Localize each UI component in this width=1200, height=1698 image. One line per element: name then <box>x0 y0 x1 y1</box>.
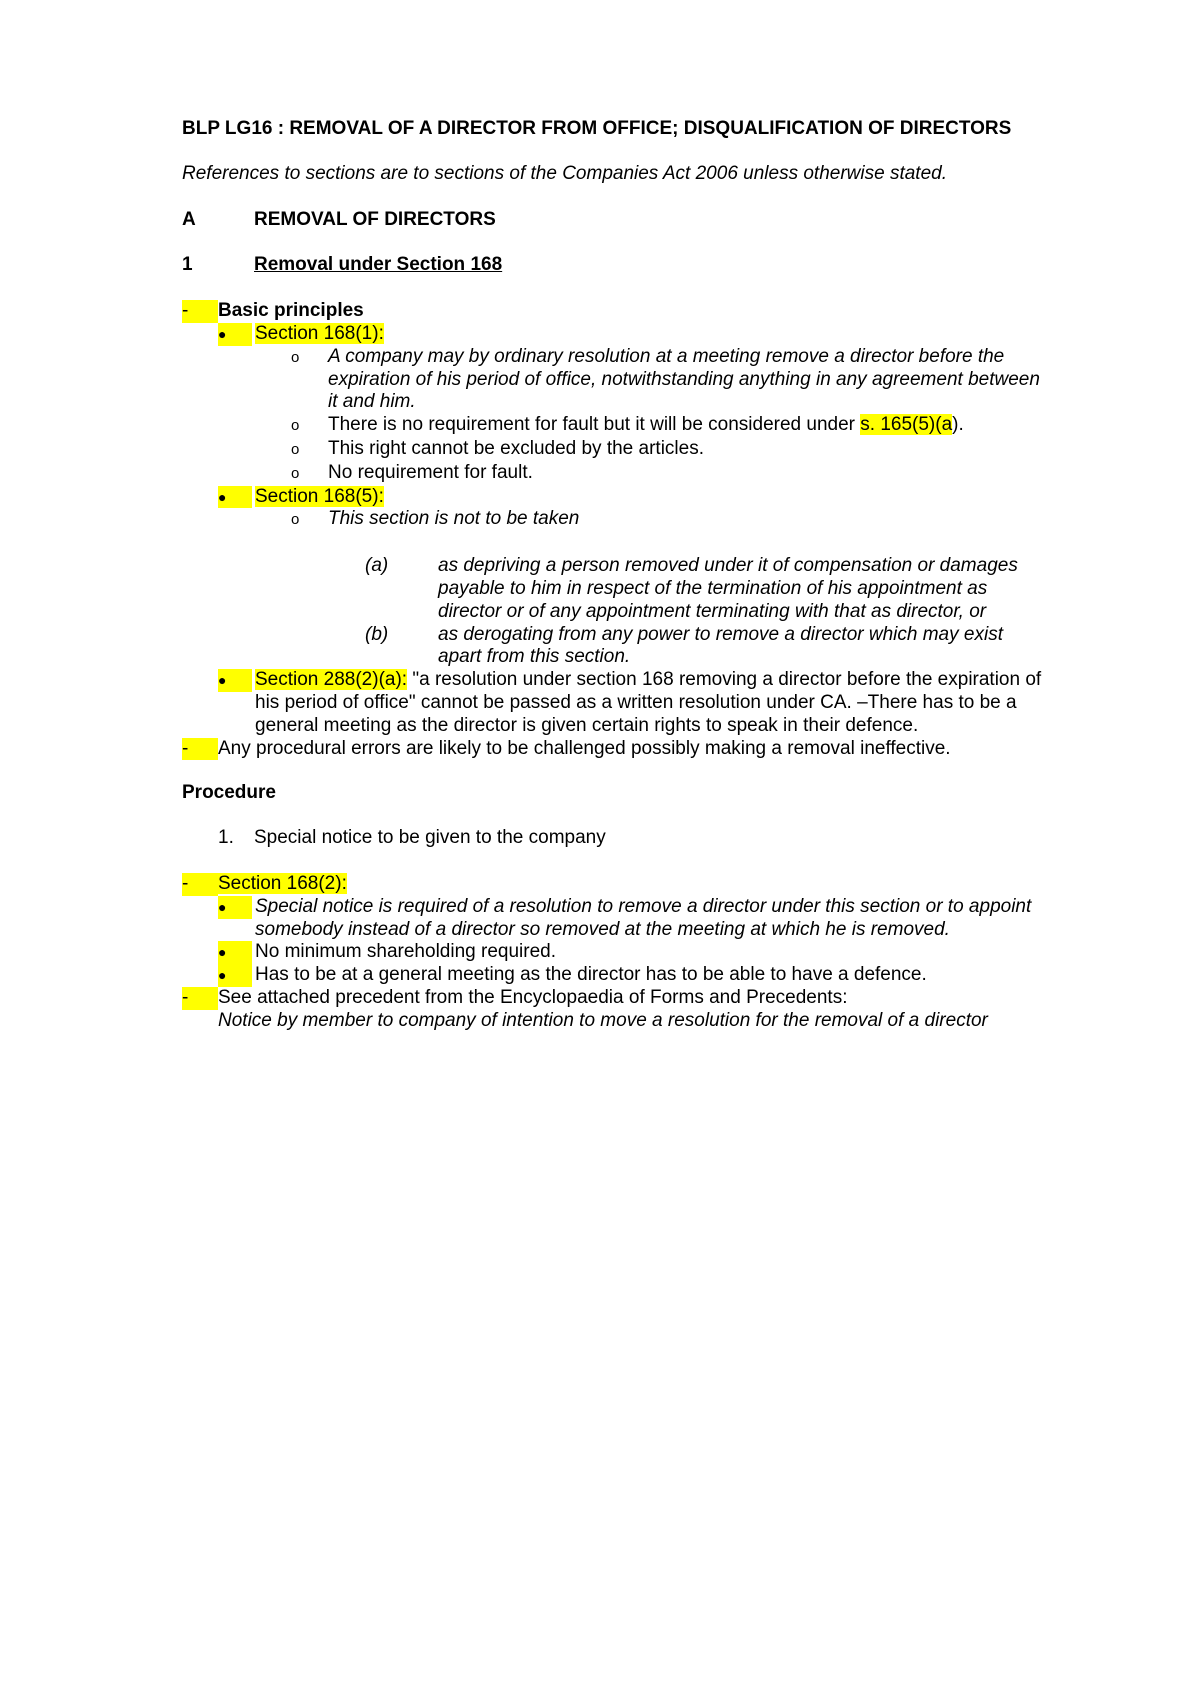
circle-bullet: o <box>291 348 300 366</box>
circle-bullet: o <box>291 464 300 482</box>
procedure-heading: Procedure <box>182 782 276 804</box>
step-1-text: Special notice to be given to the company <box>254 827 606 849</box>
no-fault-text: No requirement for fault. <box>328 461 533 483</box>
subitem <box>218 941 1042 964</box>
precedent-text: See attached precedent from the Encyclopaedia of Forms and Precedents: <box>218 986 848 1008</box>
clause-a <box>364 555 1042 623</box>
document-title: BLP LG16 : REMOVAL OF A DIRECTOR FROM OFFICE; DISQUALIFICATION OF DIRECTORS <box>182 118 1012 139</box>
section-288-label: Section 288(2)(a): <box>255 669 408 691</box>
section-168-1-label: Section 168(1): <box>255 322 384 344</box>
clause-a-text: as depriving a person removed under it of compensation or damages payable to him in respect of the termination of his appointment as director or of any appointment terminating with that as director, or <box>438 555 1018 622</box>
section-168-5-lead: This section is not to be taken <box>328 508 580 530</box>
fault-text: There is no requirement for fault but it will be considered under <box>328 414 861 436</box>
section-168-1-item <box>218 323 1042 346</box>
circle-bullet: o <box>291 511 300 529</box>
section-1-label: Removal under Section 168 <box>254 254 503 276</box>
procedure-step-1 <box>182 827 1042 850</box>
section-a-label: REMOVAL OF DIRECTORS <box>254 208 496 230</box>
bullet-dot: ● <box>218 669 252 692</box>
section-168-1-text: A company may by ordinary resolution at a meeting remove a director before the expiration of his period of office, notwithstanding anything in any agreement between it and him. <box>328 345 1040 413</box>
intro-note: References to sections are to sections of the Companies Act 2006 unless otherwise stated. <box>182 162 947 184</box>
precedent-title: Notice by member to company of intention to move a resolution for the removal of a director <box>218 1009 988 1031</box>
document-body <box>182 118 1042 1033</box>
dash-bullet: - <box>182 738 218 761</box>
bullet-dot: ● <box>218 941 252 964</box>
circle-bullet: o <box>291 440 300 458</box>
shareholding-text: No minimum shareholding required. <box>255 941 556 963</box>
special-notice-text: Special notice is required of a resolution to remove a director under this section or to appoint somebody instead of a director so removed at the meeting at which he is removed. <box>255 895 1032 940</box>
subitem <box>291 508 1042 532</box>
dash-bullet: - <box>182 873 218 896</box>
general-meeting-text: Has to be at a general meeting as the director has to be able to have a defence. <box>255 964 927 986</box>
bullet-dot: ● <box>218 964 252 987</box>
section-168-2-label: Section 168(2): <box>218 872 347 894</box>
clause-b <box>364 624 1042 670</box>
procedural-errors-text: Any procedural errors are likely to be challenged possibly making a removal ineffective. <box>218 737 951 759</box>
bullet-dot: ● <box>218 323 252 346</box>
section-1-heading <box>182 254 1042 277</box>
subitem <box>291 462 1042 486</box>
articles-text: This right cannot be excluded by the articles. <box>328 437 704 459</box>
clause-a-label: (a) <box>365 555 389 577</box>
subitem <box>291 346 1042 414</box>
dash-bullet: - <box>182 987 218 1010</box>
section-168-5-item <box>218 486 1042 509</box>
clause-b-label: (b) <box>365 623 389 645</box>
precedent-item <box>182 987 1042 1033</box>
fault-text-end: ). <box>952 414 964 436</box>
section-165-reference: s. 165(5)(a <box>860 414 953 436</box>
dash-bullet: - <box>182 300 218 323</box>
section-a-heading <box>182 209 1042 232</box>
subitem <box>291 414 1042 438</box>
section-168-2-item <box>182 873 1042 896</box>
basic-principles-item <box>182 300 1042 323</box>
section-168-5-label: Section 168(5): <box>255 485 384 507</box>
section-288-item <box>218 669 1042 737</box>
section-288-text: "a resolution under section 168 removing a director before the expiration of his period of office" cannot be passed as a written resolution under CA. –There has to be a general meeting as the director is given certain rights to speak in their defence. <box>255 669 1042 736</box>
subitem <box>218 964 1042 987</box>
circle-bullet: o <box>291 417 300 435</box>
section-1-number: 1 <box>182 254 193 276</box>
bullet-dot: ● <box>218 896 252 919</box>
bullet-dot: ● <box>218 486 252 509</box>
subitem <box>218 896 1042 942</box>
section-a-number: A <box>182 208 196 230</box>
step-number: 1. <box>218 827 234 849</box>
basic-principles-heading: Basic principles <box>218 300 364 322</box>
subitem <box>291 438 1042 462</box>
procedural-errors-item <box>182 738 1042 761</box>
clause-b-text: as derogating from any power to remove a director which may exist apart from this section. <box>438 623 1003 668</box>
